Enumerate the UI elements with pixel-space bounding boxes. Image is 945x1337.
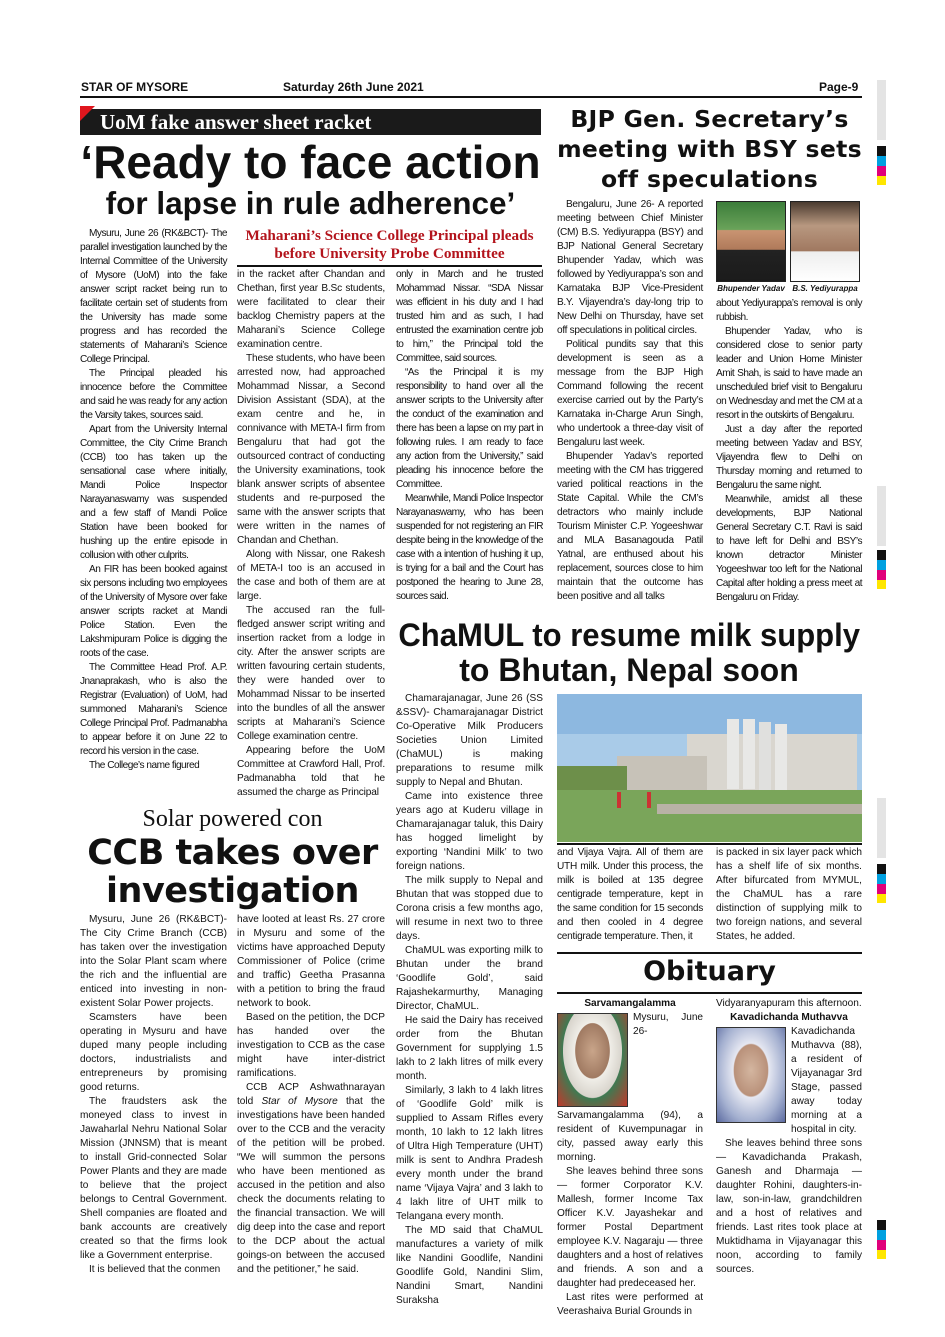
story1-column-1 [80, 227, 227, 773]
registration-bar [877, 486, 886, 546]
paragraph: Came into existence three years ago at Kuderu village in Chamarajanagar taluk, this Dairy has hogged limelight by exporting ‘Nandini Milk’ to two foreign nations. [396, 791, 543, 872]
story1-headline-line2: for lapse in rule adherence’ [105, 185, 516, 221]
paragraph: Appearing before the UoM Committee at Crawford Hall, Prof. Padmanabha told that he assumed the charge as Principal [237, 745, 385, 798]
kavadichanda-muthavva-photo [716, 1027, 786, 1123]
paragraph: The College’s name figured [89, 760, 200, 771]
story2-column-5 [716, 297, 862, 605]
story4-kicker: Solar powered con [142, 806, 323, 832]
photo-caption: Bhupender Yadav [717, 284, 785, 293]
story1-kicker [80, 109, 541, 135]
red-corner-icon [80, 106, 95, 121]
paragraph: Similarly, 3 lakh to 4 lakh litres of ‘Goodlife Gold’ milk is supplied to Assam Rifles every month, 10 lakh to 12 lakh litres of Ultra High Temperature (UHT) milk is sent to Andhra Pradesh every month under the brand name ‘Vijaya Vajra’ and 3 lakh to 4 lakh litre of UHT milk to Telangana every month. [396, 1085, 543, 1222]
paragraph: Vidyaranyapuram this afternoon. [716, 998, 862, 1009]
story4-column-1 [80, 913, 227, 1277]
paragraph: Meanwhile, Mandi Police Inspector Narayanaswamy, who has been suspended for not registering an FIR despite being in the knowledge of the case with a intention of hushing it up, is trying for a bail and the Court has postponed the hearing to June 28, sources said. [396, 493, 543, 602]
obituary-name: Sarvamangalamma [584, 998, 676, 1009]
paragraph: She leaves behind three sons — Kavadichanda Prakash, Ganesh and Dharmaja — daughter Rohini, daughters-in-law, son-in-law, grandchildren and a host of relatives and friends. Last rites took place at Muktidhama in Vijayanagar this noon, according to family sources. [716, 1138, 862, 1275]
sarvamangalamma-photo [557, 1013, 628, 1107]
paragraph: She leaves behind three sons — former Corporator K.V. Mallesh, former Income Tax Officer K.V. Jayashekar and former Postal Department employee K.V. Nagaraju — three daughters and a host of relatives and friends. A son and a daughter had predeceased her. [557, 1166, 703, 1289]
paragraph: Just a day after the reported meeting between Yadav and BSY, Vijayendra flew to Delhi on Thursday morning and returned to Bengaluru the same night. [716, 424, 862, 491]
paragraph: Mysuru, June 26- Sarvamangalamma (94), a resident of Kuvempunagar in city, passed away early this morning. [557, 1012, 703, 1163]
story3-headline [396, 618, 862, 688]
obituary-title: Obituary [643, 956, 776, 987]
paragraph: Along with Nissar, one Rakesh of META-I too is an accused in the case and both of them are at large. [237, 549, 385, 602]
subhead-rule [237, 265, 542, 267]
story1-column-3 [396, 268, 543, 604]
paragraph: Based on the petition, the DCP has handed over the investigation to CCB as the case might have inter-district ramifications. [237, 1012, 385, 1079]
registration-black [877, 146, 886, 156]
paragraph: An FIR has been booked against six persons including two employees of the University of Mysore over fake answer scripts racket at Mandi Police Station. Even the Lakshmipuram Police is digging the roots of the case. [80, 564, 227, 659]
header-rule [80, 96, 862, 98]
paragraph: ChaMUL was exporting milk to Bhutan under the brand ‘Goodlife Gold’, said Rajashekarmurthy, Managing Director, ChaMUL. [396, 945, 543, 1012]
photo-caption: B.S. Yediyurappa [792, 284, 858, 293]
paragraph: Apart from the University Internal Committee, the City Crime Branch (CCB) too has taken up the sensational case where initially, Mandi Police Inspector Narayanaswamy was suspended and a few staff of Mandi Police Station have been booked for hushing up the entire episode in collusion with other culprits. [80, 424, 227, 561]
registration-yellow [877, 176, 886, 185]
section-rule [557, 843, 862, 845]
story3-column-5 [716, 846, 862, 944]
paragraph: The milk supply to Nepal and Bhutan that was stopped due to Corona crisis a few months ago, will resume in next two to three days. [396, 875, 543, 942]
paragraph: Bhupender Yadav, who is considered close to senior party leader and Union Home Minister Amit Shah, is said to have made an unscheduled brief visit to Bengaluru on Wednesday and met the CM at a resort in the outskirts of Bengaluru. [716, 326, 862, 421]
paragraph: Bhupender Yadav’s reported meeting with the CM has triggered varied political reactions in the State Capital. While the CM’s detractors who mainly include Tourism Minister C.P. Yogeeshwar and MLA Basanagouda Patil Yatnal, are enthused about his replacement, sources close to him maintain that the outcome has been positive and all talks [557, 451, 703, 602]
paragraph: The accused ran the full-fledged answer script writing and insertion racket from a lodge in city. After the answer scripts are written favouring certain students, they were handed over to Mohammad Nissar to be inserted into the bundles of all the answer scripts at Maharani’s Science College examination centre. [237, 605, 385, 742]
obituary-bottom-rule [557, 992, 862, 994]
page-number: Page-9 [819, 80, 859, 94]
paragraph: Chamarajanagar, June 26 (SS &SSV)- Chamarajanagar District Co-Operative Milk Producers Societies Union Limited (ChaMUL) is making preparations to resume milk supply to Nepal and Bhutan. [396, 693, 543, 788]
registration-black [877, 864, 886, 874]
paragraph: The Committee Head Prof. A.P. Jnanaprakash, who is also the Registrar (Evaluation) of UoM, had summoned Maharani’s Science College Principal Prof. Padmanabha to appear before it on June 22 to record his version in the case. [80, 662, 227, 757]
bhupender-yadav-photo [716, 201, 786, 282]
newspaper-name-italic: Star of Mysore [261, 1096, 338, 1107]
story3-column-3 [396, 692, 543, 1308]
paragraph: The fraudsters ask the moneyed class to invest in Jawaharlal Nehru National Solar Mission (JNNSM) that is meant to install Grid-connected Solar Power Plants and they are made to believe that the project belongs to Central Government. Shell companies are floated and bank accounts are creatively created so that the firms look like a Government enterprise. [80, 1096, 227, 1261]
paragraph: Bengaluru, June 26- A reported meeting between Chief Minister (CM) B.S. Yediyurappa (BSY) and BJP National General Secretary Bhupender Yadav, which was followed by Yediyurappa’s son and Karnataka BJP Vice-President B.Y. Vijayendra’s day-long trip to New Delhi on Thursday, have set off speculations in political circles. [557, 199, 703, 336]
paragraph: It is believed that the conmen [89, 1264, 221, 1275]
dairy-plant-photo [557, 694, 862, 842]
paragraph: Kavadichanda Muthavva (88), a resident of Vijayanagar 3rd Stage, passed away today morning at a hospital in city. [791, 1026, 862, 1135]
text: that the investigations have been handed over to the CCB and the veracity of the petition will be probed. “We will summon the persons who have been mentioned as accused in the petition and also check the documents relating to the financial transaction. We will dig deep into the case and report to the DCP about the actual goings-on between the accused and the petitioner,” he said. [237, 1096, 385, 1275]
registration-yellow [877, 894, 886, 903]
headline-line1: ChaMUL to resume milk supply [398, 617, 860, 653]
registration-magenta [877, 166, 886, 176]
story3-column-4 [557, 846, 703, 944]
registration-bar [877, 80, 886, 140]
paragraph: Mysuru, June 26 (RK&BCT)- The parallel investigation launched by the Internal Committee of the University of Mysore (UoM) into the fake answer script racket being run to facilitate certain set of students from the University has made some progress and has recorded the statements of Maharani’s Science College Principal. [80, 228, 227, 365]
registration-cyan [877, 560, 886, 570]
paragraph: only in March and he trusted Mohammad Nissar. “SDA Nissar was efficient in his duty and I had trusted him and as such, I had entrusted the examination centre job to him,” the Principal told the Committee, said sources. [396, 269, 543, 364]
text: CCB ACP Ashwathnarayan told [237, 1082, 385, 1107]
paragraph: The MD said that ChaMUL manufactures a variety of milk like Nandini Goodlife, Nandini Goodlife Gold, Nandini Slim, Nandini Smart, Nandini Suraksha [396, 1225, 543, 1306]
paragraph: The Principal pleaded his innocence before the Committee and said he was ready for any action the Varsity takes, sources said. [80, 368, 227, 421]
story1-column-2 [237, 268, 385, 800]
obituary-name: Kavadichanda Muthavva [730, 1012, 848, 1023]
paragraph: Last rites were performed at Veerashaiva Burial Grounds in [557, 1292, 703, 1317]
registration-black [877, 550, 886, 560]
story4-headline: CCB takes over investigation [87, 833, 378, 911]
story1-headline: ‘Ready to face action [80, 136, 541, 188]
paragraph: is packed in six layer pack which has a shelf life of six months. After bifurcated from MYMUL, the ChaMUL has a rare distinction of supplying milk to two foreign nations, and several States, he added. [716, 847, 862, 942]
yediyurappa-photo [790, 201, 860, 282]
registration-cyan [877, 156, 886, 166]
registration-magenta [877, 884, 886, 894]
paragraph: about Yediyurappa’s removal is only rubbish. [716, 298, 862, 323]
paragraph: have looted at least Rs. 27 crore in Mysuru and some of the victims have approached Deputy Commissioner of Police (crime and traffic) Geetha Prasanna with a petition to bring the fraud network to book. [237, 914, 385, 1009]
registration-cyan [877, 1230, 886, 1240]
obituary-kavadichanda [716, 997, 862, 1277]
paragraph: Meanwhile, amidst all these developments, BJP National General Secretary C.T. Ravi is said to have left for Delhi and BSY’s known detractor Minister Yogeeshwar too left for the National Capital after holding a press meet at Bengaluru on Friday. [716, 494, 862, 603]
paragraph: These students, who have been arrested now, had approached Mohammad Nissar, a Second Division Assistant (SDA), at the exam centre and he, in connivance with META-I firm from Bengaluru that had got the outsourced contract of conducting the University examinations, took blank answer scripts of absentee students and re-purposed the same with the answer scripts that were written in the names of Chandan and Chethan. [237, 353, 385, 546]
registration-yellow [877, 580, 886, 589]
paragraph: He said the Dairy has received order from the Bhutan Government for supplying 1.5 lakh to 2 lakh litres of milk every month. [396, 1015, 543, 1082]
issue-date: Saturday 26th June 2021 [283, 80, 424, 94]
paragraph: in the racket after Chandan and Chethan, first year B.Sc students, were facilitated to clear their backlog Chemistry papers at the Maharani’s Science College examination centre. [237, 269, 385, 350]
registration-cyan [877, 874, 886, 884]
paragraph: Scamsters have been operating in Mysuru and have duped many people including doctors, industrialists and entrepreneurs by promising good returns. [80, 1012, 227, 1093]
story4-column-2 [237, 913, 385, 1277]
paragraph [237, 1081, 385, 1277]
registration-bar [877, 798, 886, 858]
obituary-sarvamangalamma [557, 997, 703, 1319]
registration-magenta [877, 1240, 886, 1250]
kicker-text: UoM fake answer sheet racket [100, 110, 372, 134]
story2-headline: BJP Gen. Secretary’s meeting with BSY sets off speculations [557, 105, 862, 193]
newspaper-name: STAR OF MYSORE [81, 80, 189, 94]
registration-magenta [877, 570, 886, 580]
paragraph: “As the Principal it is my responsibility to hand over all the answer scripts to the University after the conduct of the examination and there has been a lapse on my part in following rules. I am ready to face any action from the University,” said pleading his innocence before the Committee. [396, 367, 543, 490]
paragraph: and Vijaya Vajra. All of them are UTH milk. Under this process, the milk is boiled at 135 degree centigrade temperature, kept in the same condition for 15 seconds and then cooled in 4 degree centigrade temperature. Then, it [557, 847, 703, 942]
paragraph: Mysuru, June 26 (RK&BCT)- The City Crime Branch (CCB) has taken over the investigation into the Solar Plant scam where the rich and the influential are enticed into investing in non-existent Solar Power projects. [80, 914, 227, 1009]
story1-subhead: Maharani’s Science College Principal pleads before University Probe Committee [245, 227, 534, 262]
registration-yellow [877, 1250, 886, 1259]
paragraph: Political pundits say that this development is seen as a message from the BJP High Command following the recent exercise carried out by the Party’s Karnataka in-Charge Arun Singh, who undertook a three-day visit of Bengaluru last week. [557, 339, 703, 448]
registration-black [877, 1220, 886, 1230]
story2-column-4 [557, 198, 703, 604]
headline-line2: to Bhutan, Nepal soon [459, 652, 799, 688]
